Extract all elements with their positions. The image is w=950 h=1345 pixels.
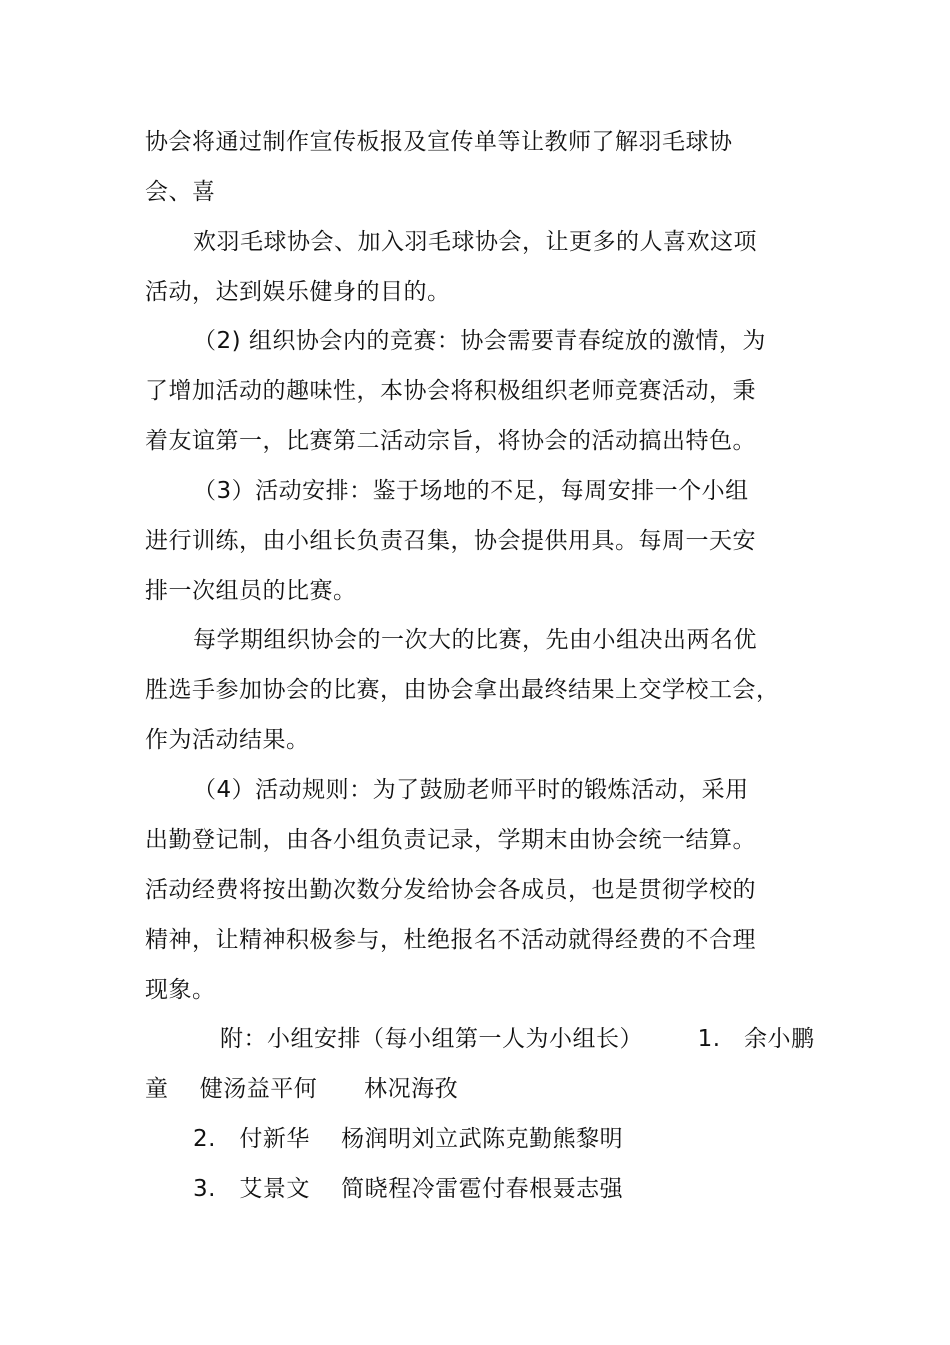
paragraph-line: （4）活动规则：为了鼓励老师平时的锻炼活动，采用 (193, 777, 749, 803)
paragraph-line: 会、喜 (145, 179, 216, 205)
paragraph-line: 精神，让精神积极参与，杜绝报名不活动就得经费的不合理 (145, 927, 756, 953)
paragraph-line: 现象。 (145, 977, 216, 1003)
group-member-line: 2. 付新华 杨润明刘立武陈克勤熊黎明 (193, 1126, 624, 1152)
paragraph-line: 排一次组员的比赛。 (145, 578, 357, 604)
paragraph-line: 欢羽毛球协会、加入羽毛球协会，让更多的人喜欢这项 (193, 229, 757, 255)
paragraph-line: 活动经费将按出勤次数分发给协会各成员，也是贯彻学校的 (145, 877, 756, 903)
paragraph-line: 协会将通过制作宣传板报及宣传单等让教师了解羽毛球协 (145, 129, 733, 155)
group-arrangement-heading: 附：小组安排（每小组第一人为小组长） 1. 余小鹏 (220, 1026, 815, 1052)
paragraph-line: 每学期组织协会的一次大的比赛，先由小组决出两名优 (193, 627, 757, 653)
paragraph-line: 进行训练，由小组长负责召集，协会提供用具。每周一天安 (145, 528, 756, 554)
paragraph-line: 出勤登记制，由各小组负责记录，学期末由协会统一结算。 (145, 827, 756, 853)
paragraph-line: 胜选手参加协会的比赛，由协会拿出最终结果上交学校工会， (145, 677, 780, 703)
paragraph-line: （3）活动安排：鉴于场地的不足，每周安排一个小组 (193, 478, 749, 504)
paragraph-line: 活动，达到娱乐健身的目的。 (145, 279, 451, 305)
paragraph-line: （2) 组织协会内的竞赛：协会需要青春绽放的激情，为 (193, 328, 766, 354)
group-member-line: 3. 艾景文 简晓程冷雷雹付春根聂志强 (193, 1176, 624, 1202)
paragraph-line: 作为活动结果。 (145, 727, 310, 753)
paragraph-line: 了增加活动的趣味性，本协会将积极组织老师竞赛活动，秉 (145, 378, 756, 404)
group-member-line: 童 健汤益平何 林况海孜 (145, 1076, 459, 1102)
paragraph-line: 着友谊第一，比赛第二活动宗旨，将协会的活动搞出特色。 (145, 428, 756, 454)
